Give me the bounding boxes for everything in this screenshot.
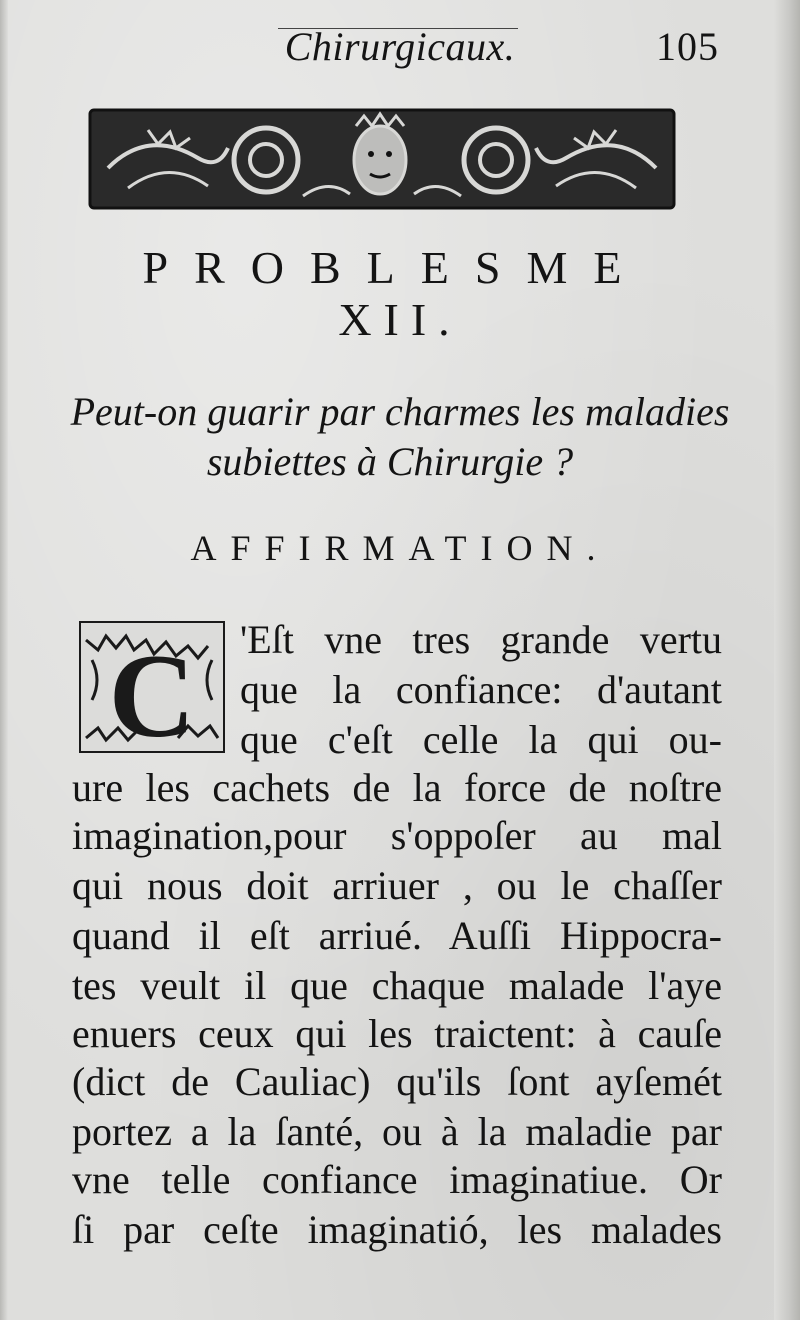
decorated-initial (78, 620, 226, 754)
body-line: tes veult il que chaque malade l'aye (72, 963, 722, 1008)
body-line: ſi par ceſte imaginatió, les malades (72, 1207, 722, 1252)
problem-title: PROBLESME (142, 242, 648, 293)
headpiece-ornament (88, 108, 676, 210)
body-line: que c'eſt celle la qui ou- (240, 717, 722, 762)
body-line: (dict de Cauliac) qu'ils ſont ayſemét (72, 1059, 722, 1104)
running-head: Chirurgicaux. (284, 24, 516, 69)
body-line: quand il eſt arriué. Auſſi Hippocra- (72, 913, 722, 958)
body-line: que la confiance: d'autant (240, 667, 722, 712)
problem-number: XII. (338, 294, 462, 345)
body-line: vne telle confiance imaginatiue. Or (72, 1157, 722, 1202)
page-number: 105 (656, 24, 719, 69)
question-line-2: subiettes à Chirurgie ? (206, 439, 574, 484)
body-line: portez a la ſanté, ou à la maladie par (72, 1109, 722, 1154)
body-line: imagination,pour s'oppoſer au mal (72, 813, 722, 858)
question-line-1: Peut-on guarir par charmes les maladies (70, 389, 730, 434)
page-edge-left (0, 0, 8, 1320)
body-line: enuers ceux qui les traictent: à cauſe (72, 1011, 722, 1056)
body-line: ure les cachets de la force de noſtre (72, 765, 722, 810)
body-line: 'Eſt vne tres grande vertu (240, 617, 722, 662)
page-edge-right (774, 0, 800, 1320)
section-heading: AFFIRMATION. (190, 528, 610, 568)
body-line: qui nous doit arriuer , ou le chaſſer (72, 863, 722, 908)
drop-cap-letter: C (108, 629, 196, 754)
